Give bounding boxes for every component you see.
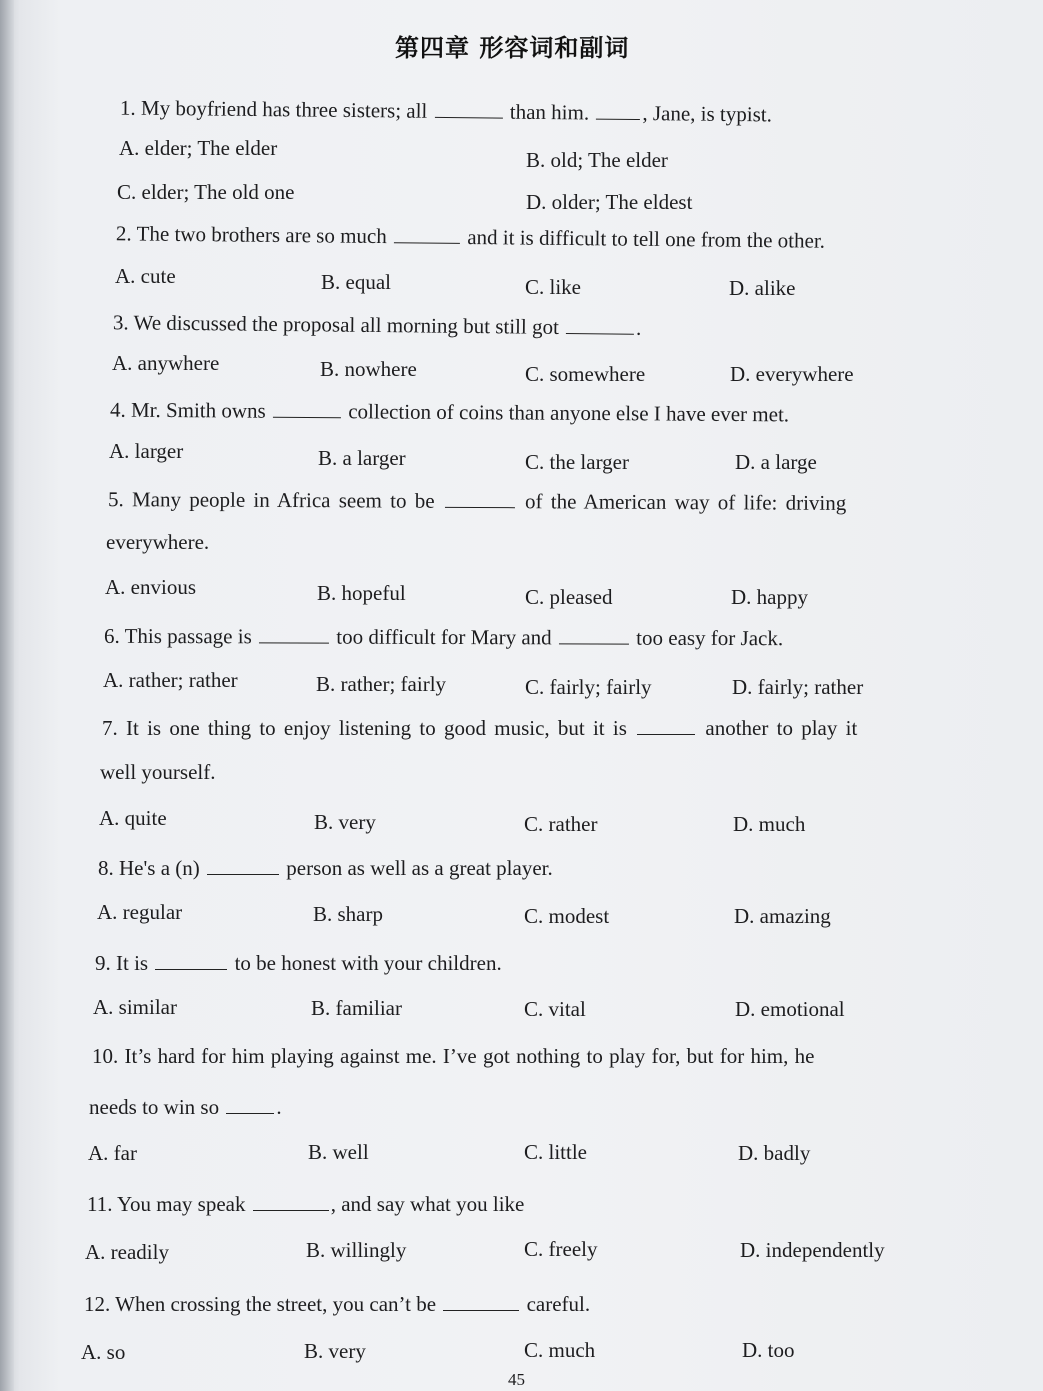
book-spine-shadow bbox=[0, 0, 14, 1391]
option-b: B. rather; fairly bbox=[316, 672, 447, 696]
answer-blank bbox=[273, 396, 341, 418]
option-b: B. willingly bbox=[306, 1238, 407, 1262]
answer-blank bbox=[637, 713, 695, 735]
option-c: C. vital bbox=[524, 997, 586, 1021]
option-b: B. hopeful bbox=[317, 581, 406, 605]
answer-blank bbox=[253, 1189, 329, 1211]
answer-blank bbox=[445, 486, 515, 508]
option-a: A. elder; The elder bbox=[119, 136, 278, 160]
option-d: D. a large bbox=[735, 450, 817, 474]
answer-blank bbox=[443, 1289, 519, 1311]
option-d: D. too bbox=[742, 1338, 795, 1362]
option-b: B. old; The elder bbox=[526, 148, 668, 172]
option-d: D. badly bbox=[738, 1141, 811, 1165]
question-6-stem: 6. This passage is too difficult for Mary and too easy for Jack. bbox=[104, 621, 783, 651]
answer-blank bbox=[435, 96, 503, 119]
option-a: A. anywhere bbox=[112, 351, 220, 375]
question-5-continuation: everywhere. bbox=[106, 530, 210, 554]
option-a: A. regular bbox=[97, 900, 183, 924]
question-7-stem: 7. It is one thing to enjoy listening to good music, but it is another to play it bbox=[102, 713, 857, 741]
option-c: C. the larger bbox=[525, 450, 629, 474]
option-a: A. larger bbox=[109, 439, 184, 463]
option-d: D. amazing bbox=[734, 904, 831, 928]
question-5-stem: 5. Many people in Africa seem to be of the American way of life: driving bbox=[107, 487, 847, 515]
option-d: D. fairly; rather bbox=[732, 675, 864, 699]
option-a: A. readily bbox=[85, 1240, 169, 1264]
question-9-stem: 9. It is to be honest with your children. bbox=[95, 948, 502, 976]
page-number: 45 bbox=[508, 1370, 525, 1389]
option-a: A. quite bbox=[99, 806, 167, 830]
option-d: D. everywhere bbox=[730, 362, 854, 386]
option-b: B. familiar bbox=[311, 996, 402, 1020]
option-d: D. independently bbox=[740, 1238, 885, 1262]
option-c: C. fairly; fairly bbox=[525, 675, 652, 699]
answer-blank bbox=[596, 98, 640, 120]
answer-blank bbox=[226, 1092, 274, 1114]
option-b: B. nowhere bbox=[320, 357, 417, 381]
option-d: D. emotional bbox=[735, 997, 845, 1021]
answer-blank bbox=[155, 948, 227, 970]
option-d: D. alike bbox=[729, 276, 796, 300]
option-d: D. older; The eldest bbox=[526, 190, 693, 214]
option-b: B. very bbox=[304, 1339, 366, 1363]
option-c: C. much bbox=[524, 1338, 596, 1362]
option-d: D. happy bbox=[731, 585, 808, 609]
option-c: C. modest bbox=[524, 904, 610, 928]
question-4-stem: 4. Mr. Smith owns collection of coins than anyone else I have ever met. bbox=[109, 397, 790, 427]
answer-blank bbox=[207, 853, 279, 875]
question-3-stem: 3. We discussed the proposal all morning but still got . bbox=[112, 310, 642, 340]
option-c: C. somewhere bbox=[525, 362, 646, 386]
option-a: A. cute bbox=[115, 264, 176, 288]
question-8-stem: 8. He's a (n) person as well as a great player. bbox=[98, 853, 553, 881]
answer-blank bbox=[559, 622, 629, 644]
question-2-stem: 2. The two brothers are so much and it is difficult to tell one from the other. bbox=[115, 221, 826, 253]
option-c: C. pleased bbox=[525, 585, 613, 609]
question-7-continuation: well yourself. bbox=[100, 760, 216, 784]
answer-blank bbox=[259, 621, 329, 643]
option-c: C. like bbox=[525, 275, 581, 299]
option-a: A. envious bbox=[105, 575, 196, 599]
option-a: A. so bbox=[81, 1340, 126, 1364]
option-c: C. little bbox=[524, 1140, 587, 1164]
answer-blank bbox=[566, 312, 634, 335]
answer-blank bbox=[394, 221, 460, 244]
option-b: B. equal bbox=[321, 270, 391, 294]
question-1-stem: 1. My boyfriend has three sisters; all than him. , Jane, is typist. bbox=[119, 95, 773, 127]
option-c: C. freely bbox=[524, 1237, 598, 1261]
question-11-stem: 11. You may speak , and say what you like bbox=[87, 1189, 524, 1217]
option-b: B. well bbox=[308, 1140, 369, 1164]
option-d: D. much bbox=[733, 812, 806, 836]
option-a: A. rather; rather bbox=[103, 668, 238, 692]
question-12-stem: 12. When crossing the street, you can’t be careful. bbox=[84, 1289, 590, 1317]
option-c: C. rather bbox=[524, 812, 598, 836]
question-10-continuation: needs to win so . bbox=[89, 1092, 282, 1120]
option-a: A. far bbox=[88, 1141, 137, 1165]
question-10-stem: 10. It’s hard for him playing against me. I’ve got nothing to play for, but for him, he bbox=[92, 1044, 815, 1068]
option-c: C. elder; The old one bbox=[117, 180, 295, 204]
chapter-title: 第四章 形容词和副词 bbox=[395, 34, 630, 62]
option-b: B. sharp bbox=[313, 902, 383, 926]
option-b: B. very bbox=[314, 810, 376, 834]
option-b: B. a larger bbox=[318, 446, 406, 470]
option-a: A. similar bbox=[93, 995, 177, 1019]
